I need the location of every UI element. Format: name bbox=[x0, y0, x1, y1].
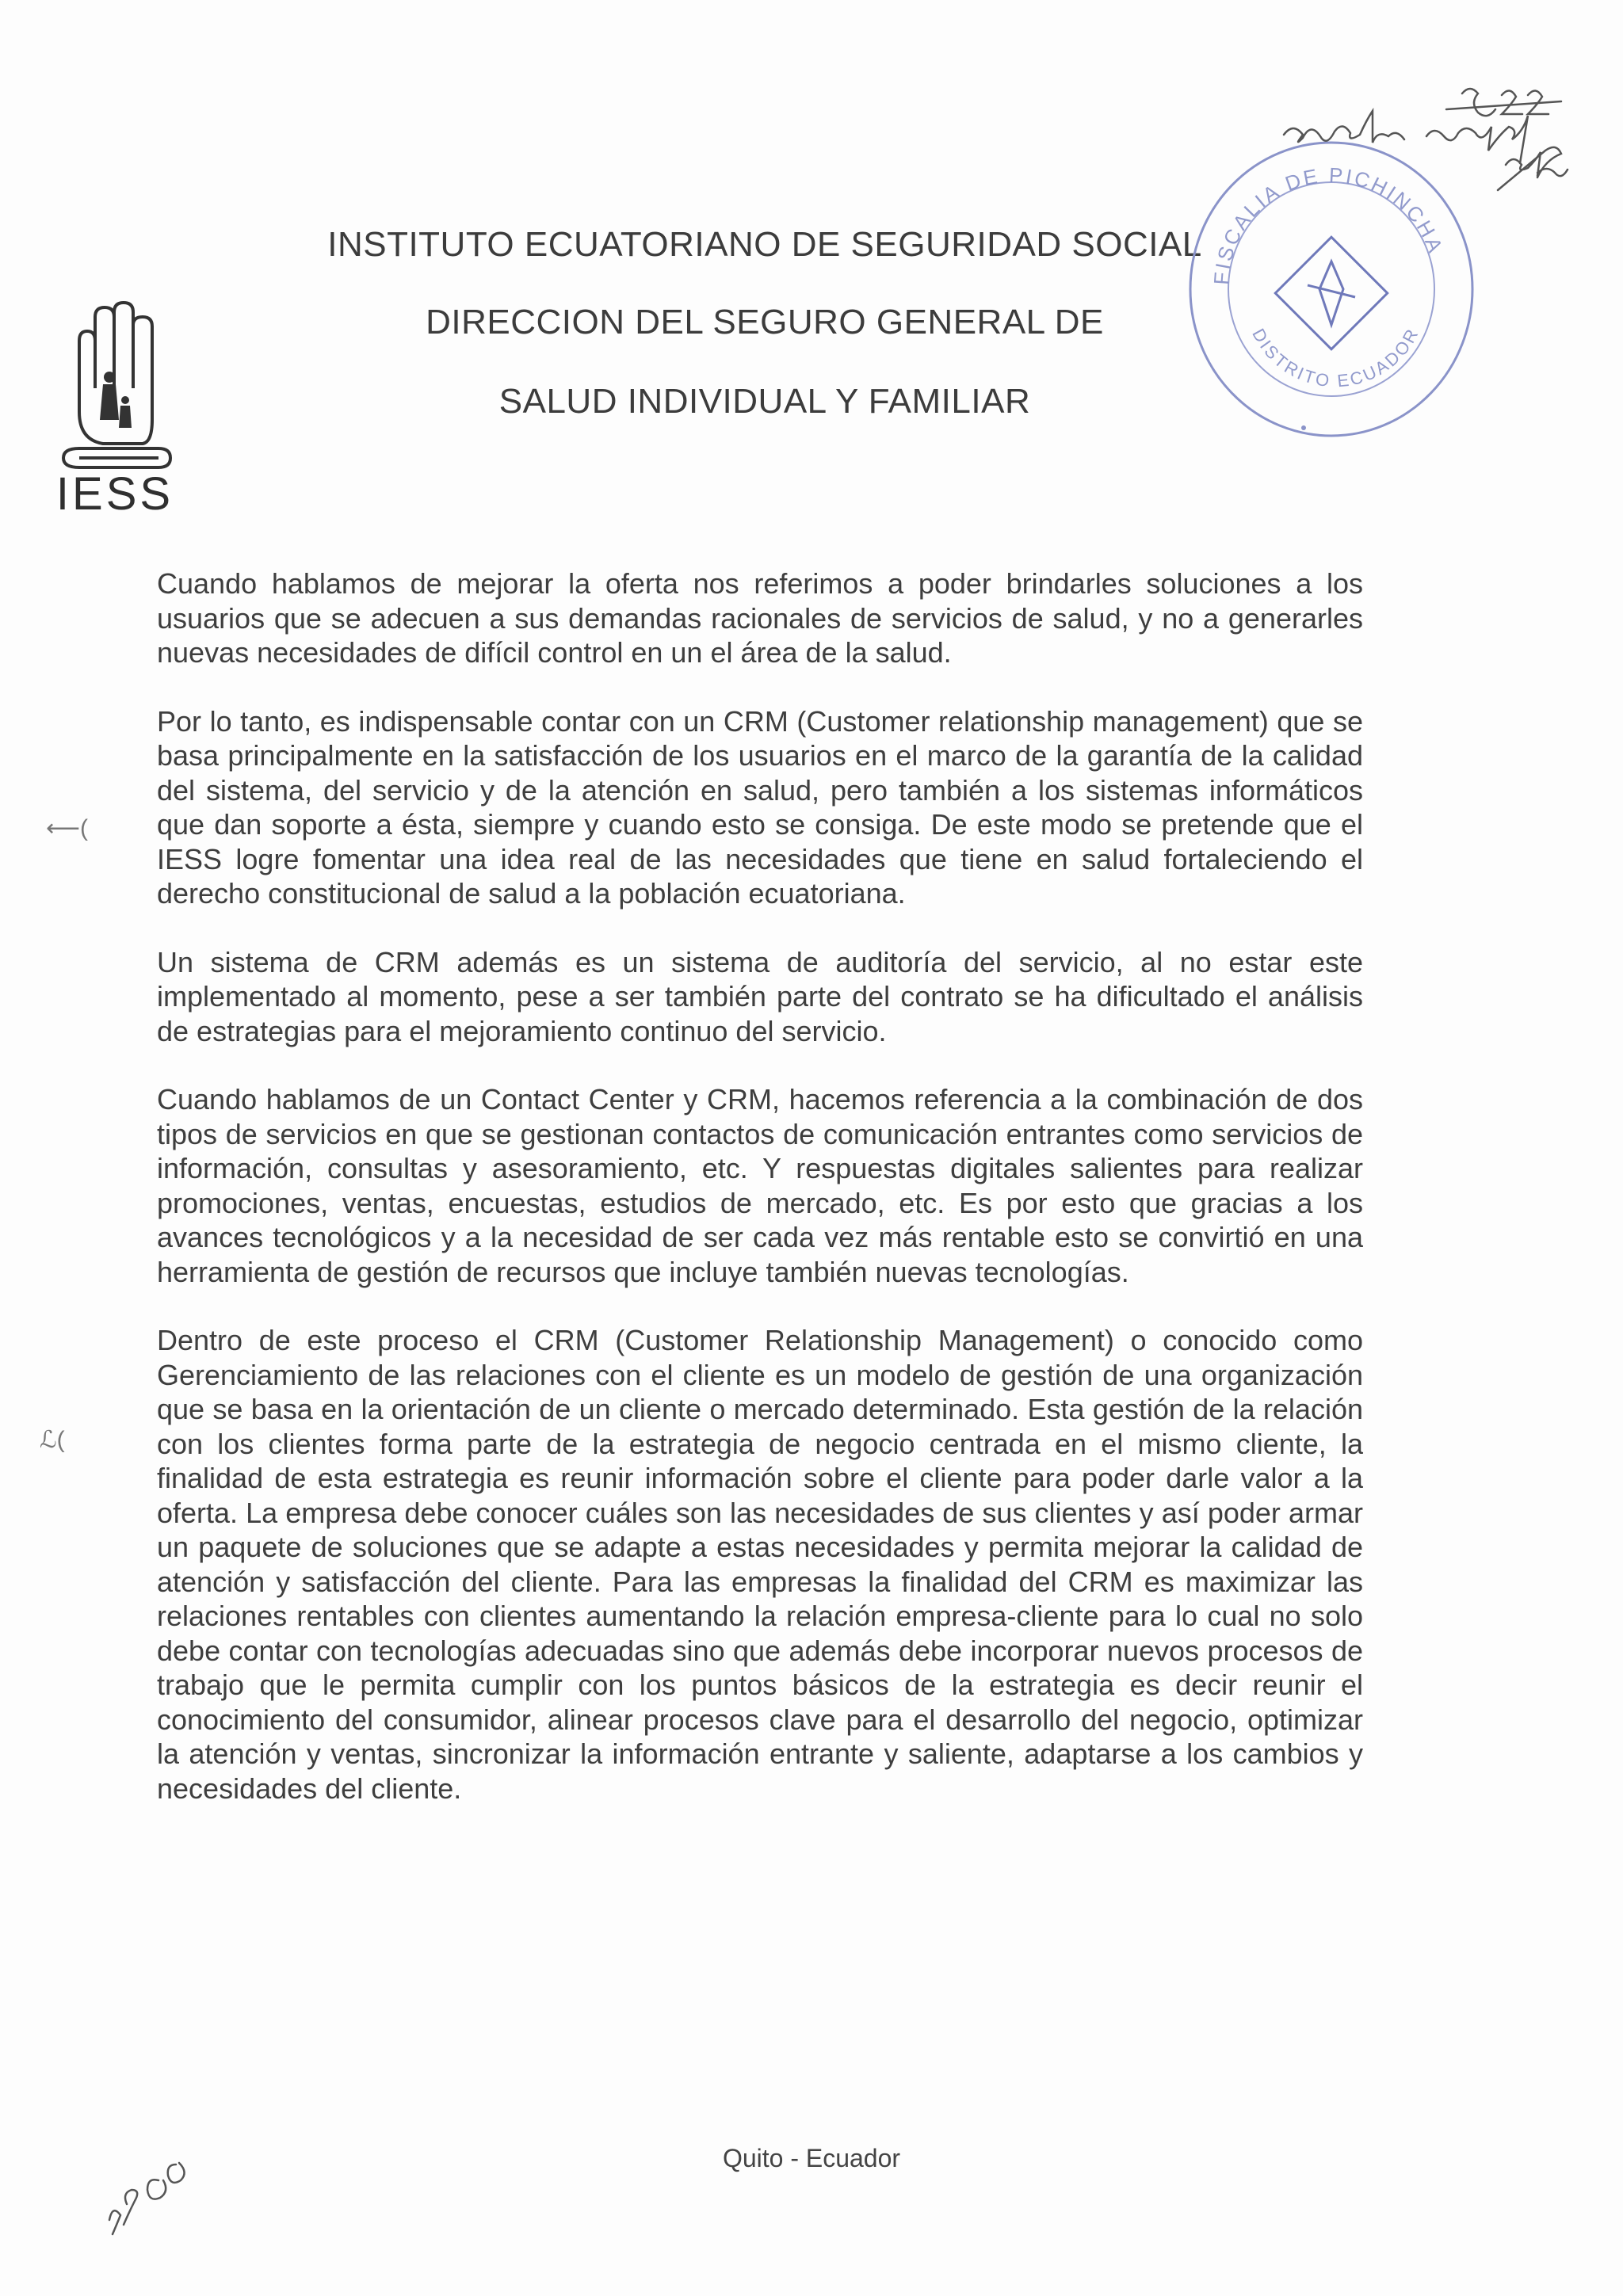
handwritten-annotation bbox=[1276, 79, 1585, 198]
iess-logo bbox=[55, 301, 174, 520]
paragraph: Cuando hablamos de mejorar la oferta nos referimos a poder brindarles soluciones a los usuarios que se adecuen a sus demandas racionales de servicios de salud, y no a generarles nuevas necesidades de difícil control en un el área de la salud. bbox=[157, 567, 1363, 669]
margin-mark: ⟵( bbox=[46, 815, 88, 841]
header-subdirection: SALUD INDIVIDUAL Y FAMILIAR bbox=[498, 382, 1031, 421]
handwritten-page-number bbox=[103, 2149, 198, 2236]
paragraph: Un sistema de CRM además es un sistema de auditoría del servicio, al no estar este implementado al momento, pese a ser también parte del contrato se ha dificultado el análisis de estrategias para el mejoramiento continuo del servicio. bbox=[157, 945, 1363, 1047]
document-body bbox=[157, 566, 1363, 1840]
footer-location: Quito - Ecuador bbox=[722, 2144, 901, 2172]
paragraph: Por lo tanto, es indispensable contar con un CRM (Customer relationship management) que se basa principalmente en la satisfacción de los usuarios en el marco de la garantía de la calidad del sistema, del servicio y de la atención en salud, pero también a los sistemas informáticos que dan soporte a ésta, siempre y cuando esto se consiga. De este modo se pretende que el IESS logre fomentar una idea real de las necesidades que tiene en salud fortaleciendo el derecho constitucional de salud a la población ecuatoriana. bbox=[157, 704, 1363, 910]
iess-hand-logo-icon bbox=[55, 301, 174, 475]
stamp-text-bottom: DISTRITO ECUADOR bbox=[1248, 323, 1423, 391]
handwritten-note-icon bbox=[1276, 79, 1585, 198]
page-number-scribble-icon bbox=[103, 2149, 198, 2236]
iess-logo-text: IESS bbox=[55, 468, 174, 520]
header-direction: DIRECCION DEL SEGURO GENERAL DE bbox=[426, 303, 1104, 341]
paragraph: Dentro de este proceso el CRM (Customer Relationship Management) o conocido como Gerenciamiento de las relaciones con el cliente es un modelo de gestión de una organización que se basa en la orientación de un cliente o mercado determinado. Esta gestión de la relación con los clientes forma parte de la estrategia de negocio centrada en el mismo cliente, la finalidad de esta estrategia es reunir información sobre el cliente para poder darle valor a la oferta. La empresa debe conocer cuáles son las necesidades de sus clientes y así poder armar un paquete de soluciones que se adapte a estas necesidades y permita mejorar la calidad de atención y satisfacción del cliente. Para las empresas la finalidad del CRM es maximizar las relaciones rentables con clientes aumentando la relación empresa-cliente para lo cual no solo debe contar con tecnologías adecuadas sino que además debe incorporar nuevos procesos de trabajo que le permita cumplir con los puntos básicos de la estrategia es decir reunir el conocimiento del consumidor, alinear procesos clave para el desarrollo del negocio, optimizar la atención y ventas, sincronizar la información entrante y saliente, adaptarse a los cambios y necesidades del cliente. bbox=[157, 1324, 1363, 1805]
stamp-text-top: FISCALIA DE PICHINCHA bbox=[1209, 162, 1449, 286]
header-institution: INSTITUTO ECUATORIANO DE SEGURIDAD SOCIAL bbox=[327, 225, 1202, 264]
paragraph: Cuando hablamos de un Contact Center y CRM, hacemos referencia a la combinación de dos tipos de servicios en que se gestionan contactos de comunicación entrantes como servicios de información, consultas y asesoramiento, etc. Y respuestas digitales salientes para realizar promociones, ventas, encuestas, estudios de mercado, etc. Es por esto que gracias a los avances tecnológicos y a la necesidad de ser cada vez más rentable esto se convirtió en una herramienta de gestión de recursos que incluye también nuevas tecnologías. bbox=[157, 1083, 1363, 1288]
margin-mark: ℒ( bbox=[40, 1427, 65, 1453]
